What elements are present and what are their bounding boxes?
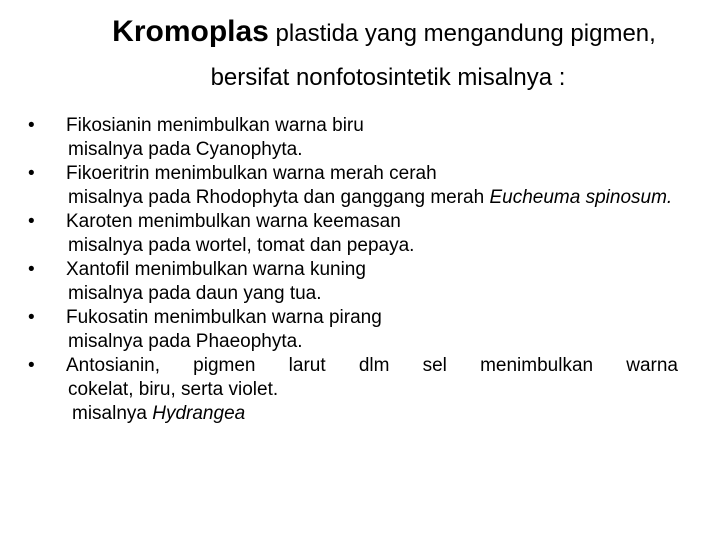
bullet-icon: • — [28, 355, 35, 376]
bullet-item-antosianin — [28, 354, 678, 426]
bullet-main-text: Fikoeritrin menimbulkan warna merah cerah — [66, 163, 437, 184]
bullet-main-text: Fukosatin menimbulkan warna pirang — [66, 307, 382, 328]
bullet-item-fukosatin — [28, 306, 678, 354]
title-line-1 — [0, 10, 720, 56]
bullet-list — [28, 114, 678, 426]
bullet-sub-text: misalnya pada Phaeophyta. — [68, 331, 303, 352]
bullet-sub-text-2 — [68, 402, 678, 426]
title-line-1-rest: plastida yang mengandung pigmen, — [268, 20, 656, 47]
bullet-icon: • — [28, 163, 35, 184]
bullet-sub-prefix: misalnya pada Rhodophyta dan ganggang merah — [68, 187, 490, 208]
bullet-sub2-prefix: misalnya — [72, 403, 153, 424]
bullet-sub-text: misalnya pada wortel, tomat dan pepaya. — [68, 235, 415, 256]
bullet-main-text: Xantofil menimbulkan warna kuning — [66, 259, 366, 280]
bullet-item-karoten — [28, 210, 678, 258]
bullet-item-fikosianin — [28, 114, 678, 162]
bullet-item-fikoeritrin — [28, 162, 678, 210]
slide-title — [0, 10, 720, 100]
bullet-sub-text — [68, 186, 678, 210]
species-name: Hydrangea — [152, 403, 246, 424]
bullet-main-text: Karoten menimbulkan warna keemasan — [66, 211, 401, 232]
bullet-main-text: Fikosianin menimbulkan warna biru — [66, 115, 364, 136]
bullet-sub-text: cokelat, biru, serta violet. — [68, 379, 279, 400]
bullet-icon: • — [28, 307, 35, 328]
bullet-main-text: Antosianin, pigmen larut dlm sel menimbulkan warna — [66, 355, 678, 376]
title-line-2: bersifat nonfotosintetik misalnya : — [210, 64, 566, 91]
bullet-sub-text: misalnya pada Cyanophyta. — [68, 139, 303, 160]
bullet-sub-text: misalnya pada daun yang tua. — [68, 283, 322, 304]
bullet-icon: • — [28, 211, 35, 232]
bullet-icon: • — [28, 115, 35, 136]
species-name: Eucheuma spinosum. — [489, 187, 673, 208]
bullet-item-xantofil — [28, 258, 678, 306]
title-term: Kromoplas — [112, 15, 269, 48]
bullet-icon: • — [28, 259, 35, 280]
